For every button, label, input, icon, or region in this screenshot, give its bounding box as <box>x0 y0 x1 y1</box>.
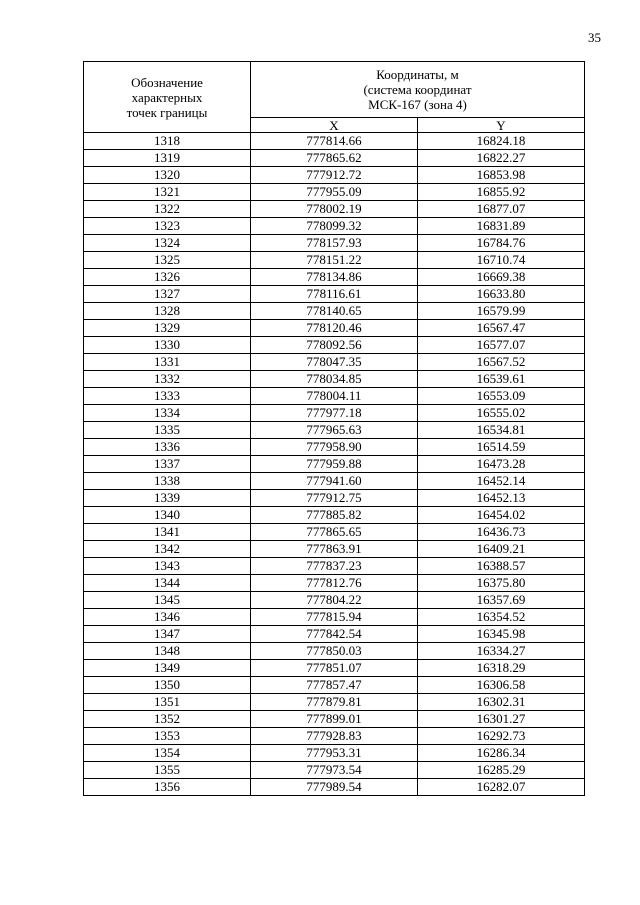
y-coordinate-cell: 16555.02 <box>418 405 585 422</box>
point-id-cell: 1328 <box>84 303 251 320</box>
x-coordinate-cell: 777899.01 <box>251 711 418 728</box>
point-id-cell: 1339 <box>84 490 251 507</box>
x-coordinate-cell: 777989.54 <box>251 779 418 796</box>
x-coordinate-cell: 777837.23 <box>251 558 418 575</box>
x-coordinate-cell: 777879.81 <box>251 694 418 711</box>
y-coordinate-cell: 16357.69 <box>418 592 585 609</box>
table-row <box>84 320 585 337</box>
y-coordinate-cell: 16831.89 <box>418 218 585 235</box>
point-id-cell: 1347 <box>84 626 251 643</box>
x-coordinate-cell: 777812.76 <box>251 575 418 592</box>
table-row <box>84 490 585 507</box>
y-coordinate-cell: 16473.28 <box>418 456 585 473</box>
x-coordinate-cell: 778004.11 <box>251 388 418 405</box>
table-row <box>84 643 585 660</box>
y-coordinate-cell: 16553.09 <box>418 388 585 405</box>
point-id-cell: 1354 <box>84 745 251 762</box>
table-row <box>84 507 585 524</box>
table-row <box>84 422 585 439</box>
y-coordinate-cell: 16452.13 <box>418 490 585 507</box>
table-row <box>84 354 585 371</box>
x-coordinate-cell: 777815.94 <box>251 609 418 626</box>
table-row <box>84 592 585 609</box>
coords-header-line: Координаты, м <box>376 67 459 82</box>
y-coordinate-cell: 16286.34 <box>418 745 585 762</box>
y-coordinate-cell: 16454.02 <box>418 507 585 524</box>
table-row <box>84 728 585 745</box>
point-id-cell: 1346 <box>84 609 251 626</box>
x-coordinate-cell: 777850.03 <box>251 643 418 660</box>
point-id-cell: 1351 <box>84 694 251 711</box>
point-id-cell: 1323 <box>84 218 251 235</box>
y-coordinate-cell: 16822.27 <box>418 150 585 167</box>
x-coordinate-cell: 777965.63 <box>251 422 418 439</box>
point-id-cell: 1325 <box>84 252 251 269</box>
point-id-cell: 1327 <box>84 286 251 303</box>
point-id-cell: 1348 <box>84 643 251 660</box>
table-row <box>84 541 585 558</box>
table-row <box>84 524 585 541</box>
table-row <box>84 235 585 252</box>
y-coordinate-cell: 16292.73 <box>418 728 585 745</box>
point-id-cell: 1319 <box>84 150 251 167</box>
y-column-header: Y <box>418 118 585 133</box>
table-row <box>84 711 585 728</box>
table-row <box>84 388 585 405</box>
x-coordinate-cell: 777865.65 <box>251 524 418 541</box>
y-coordinate-cell: 16285.29 <box>418 762 585 779</box>
y-coordinate-cell: 16669.38 <box>418 269 585 286</box>
y-coordinate-cell: 16306.58 <box>418 677 585 694</box>
table-row <box>84 558 585 575</box>
y-coordinate-cell: 16824.18 <box>418 133 585 150</box>
x-coordinate-cell: 777953.31 <box>251 745 418 762</box>
x-coordinate-cell: 777973.54 <box>251 762 418 779</box>
table-row <box>84 133 585 150</box>
y-coordinate-cell: 16282.07 <box>418 779 585 796</box>
x-coordinate-cell: 777842.54 <box>251 626 418 643</box>
point-designation-header <box>84 62 251 133</box>
point-id-cell: 1338 <box>84 473 251 490</box>
point-header-line: Обозначение <box>131 74 203 90</box>
table-row <box>84 575 585 592</box>
x-coordinate-cell: 778116.61 <box>251 286 418 303</box>
x-coordinate-cell: 778151.22 <box>251 252 418 269</box>
point-id-cell: 1322 <box>84 201 251 218</box>
x-coordinate-cell: 778092.56 <box>251 337 418 354</box>
table-row <box>84 150 585 167</box>
table-row <box>84 762 585 779</box>
x-coordinate-cell: 777941.60 <box>251 473 418 490</box>
point-id-cell: 1341 <box>84 524 251 541</box>
point-id-cell: 1326 <box>84 269 251 286</box>
y-coordinate-cell: 16302.31 <box>418 694 585 711</box>
table-row <box>84 286 585 303</box>
point-id-cell: 1355 <box>84 762 251 779</box>
y-coordinate-cell: 16334.27 <box>418 643 585 660</box>
x-coordinate-cell: 778140.65 <box>251 303 418 320</box>
point-id-cell: 1344 <box>84 575 251 592</box>
x-coordinate-cell: 778002.19 <box>251 201 418 218</box>
x-coordinate-cell: 777958.90 <box>251 439 418 456</box>
y-coordinate-cell: 16853.98 <box>418 167 585 184</box>
x-coordinate-cell: 777959.88 <box>251 456 418 473</box>
coordinates-header <box>251 62 585 118</box>
point-id-cell: 1343 <box>84 558 251 575</box>
y-coordinate-cell: 16534.81 <box>418 422 585 439</box>
table-row <box>84 745 585 762</box>
x-coordinate-cell: 777863.91 <box>251 541 418 558</box>
table-row <box>84 779 585 796</box>
point-id-cell: 1350 <box>84 677 251 694</box>
point-id-cell: 1324 <box>84 235 251 252</box>
point-id-cell: 1331 <box>84 354 251 371</box>
point-id-cell: 1333 <box>84 388 251 405</box>
table-row <box>84 252 585 269</box>
coordinates-table <box>83 61 585 796</box>
point-id-cell: 1336 <box>84 439 251 456</box>
x-coordinate-cell: 777857.47 <box>251 677 418 694</box>
point-header-line: характерных <box>131 89 203 105</box>
y-coordinate-cell: 16436.73 <box>418 524 585 541</box>
x-coordinate-cell: 778157.93 <box>251 235 418 252</box>
x-coordinate-cell: 777851.07 <box>251 660 418 677</box>
page-number: 35 <box>588 30 601 45</box>
table-row <box>84 337 585 354</box>
y-coordinate-cell: 16877.07 <box>418 201 585 218</box>
table-row <box>84 303 585 320</box>
x-coordinate-cell: 777928.83 <box>251 728 418 745</box>
point-id-cell: 1356 <box>84 779 251 796</box>
point-id-cell: 1330 <box>84 337 251 354</box>
table-row <box>84 609 585 626</box>
point-id-cell: 1332 <box>84 371 251 388</box>
x-coordinate-cell: 777885.82 <box>251 507 418 524</box>
x-coordinate-cell: 778120.46 <box>251 320 418 337</box>
point-id-cell: 1318 <box>84 133 251 150</box>
x-column-header: X <box>251 118 418 133</box>
point-id-cell: 1342 <box>84 541 251 558</box>
y-coordinate-cell: 16633.80 <box>418 286 585 303</box>
x-coordinate-cell: 777814.66 <box>251 133 418 150</box>
table-row <box>84 167 585 184</box>
y-coordinate-cell: 16375.80 <box>418 575 585 592</box>
point-id-cell: 1320 <box>84 167 251 184</box>
y-coordinate-cell: 16577.07 <box>418 337 585 354</box>
x-coordinate-cell: 777977.18 <box>251 405 418 422</box>
table-row <box>84 626 585 643</box>
table-body <box>84 133 585 796</box>
y-coordinate-cell: 16354.52 <box>418 609 585 626</box>
y-coordinate-cell: 16514.59 <box>418 439 585 456</box>
point-id-cell: 1352 <box>84 711 251 728</box>
y-coordinate-cell: 16855.92 <box>418 184 585 201</box>
table-row <box>84 405 585 422</box>
y-coordinate-cell: 16539.61 <box>418 371 585 388</box>
table-row <box>84 677 585 694</box>
y-coordinate-cell: 16710.74 <box>418 252 585 269</box>
table-row <box>84 218 585 235</box>
y-coordinate-cell: 16567.47 <box>418 320 585 337</box>
point-id-cell: 1349 <box>84 660 251 677</box>
coords-header-line: МСК-167 (зона 4) <box>368 97 467 112</box>
table-row <box>84 184 585 201</box>
y-coordinate-cell: 16345.98 <box>418 626 585 643</box>
y-coordinate-cell: 16567.52 <box>418 354 585 371</box>
x-coordinate-cell: 778134.86 <box>251 269 418 286</box>
y-coordinate-cell: 16784.76 <box>418 235 585 252</box>
coords-header-line: (система координат <box>363 82 472 97</box>
y-coordinate-cell: 16452.14 <box>418 473 585 490</box>
point-id-cell: 1321 <box>84 184 251 201</box>
table-row <box>84 694 585 711</box>
table-row <box>84 371 585 388</box>
table-row <box>84 660 585 677</box>
x-coordinate-cell: 777955.09 <box>251 184 418 201</box>
table-row <box>84 456 585 473</box>
point-id-cell: 1353 <box>84 728 251 745</box>
table-row <box>84 439 585 456</box>
y-coordinate-cell: 16318.29 <box>418 660 585 677</box>
x-coordinate-cell: 777912.72 <box>251 167 418 184</box>
y-coordinate-cell: 16388.57 <box>418 558 585 575</box>
x-coordinate-cell: 778047.35 <box>251 354 418 371</box>
x-coordinate-cell: 777912.75 <box>251 490 418 507</box>
point-header-line: точек границы <box>126 104 208 120</box>
y-coordinate-cell: 16579.99 <box>418 303 585 320</box>
y-coordinate-cell: 16409.21 <box>418 541 585 558</box>
point-id-cell: 1335 <box>84 422 251 439</box>
point-id-cell: 1340 <box>84 507 251 524</box>
table-row <box>84 201 585 218</box>
x-coordinate-cell: 777865.62 <box>251 150 418 167</box>
point-id-cell: 1337 <box>84 456 251 473</box>
point-id-cell: 1329 <box>84 320 251 337</box>
table-row <box>84 269 585 286</box>
x-coordinate-cell: 777804.22 <box>251 592 418 609</box>
point-id-cell: 1345 <box>84 592 251 609</box>
y-coordinate-cell: 16301.27 <box>418 711 585 728</box>
table-row <box>84 473 585 490</box>
point-id-cell: 1334 <box>84 405 251 422</box>
x-coordinate-cell: 778034.85 <box>251 371 418 388</box>
x-coordinate-cell: 778099.32 <box>251 218 418 235</box>
